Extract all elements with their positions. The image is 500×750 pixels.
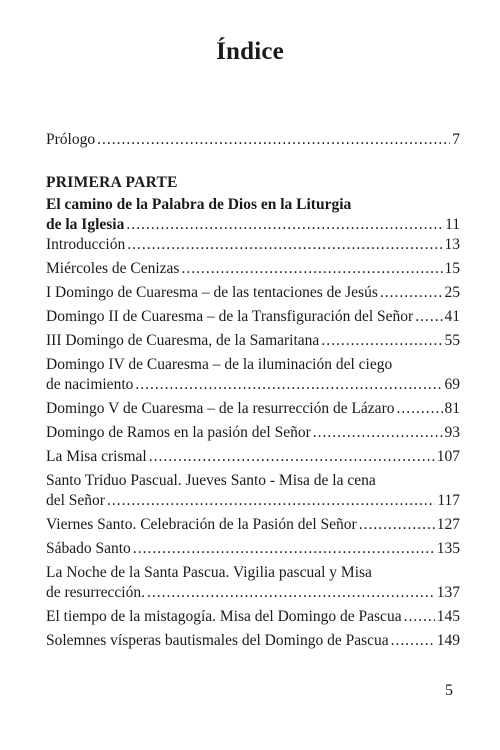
toc-entry-text: de nacimiento [46,376,134,393]
toc-entry-line1: El camino de la Palabra de Dios en la Liturgia [46,196,352,213]
toc-entry [46,631,460,651]
toc-entry-text: Domingo de Ramos en la pasión del Señor [46,424,311,441]
toc-entry-text: Domingo V de Cuaresma – de la resurrección de Lázaro [46,400,395,417]
toc-entry [46,515,460,535]
leader-dots [404,607,435,627]
toc-entry-text: Solemnes vísperas bautismales del Domingo de Pascua [46,632,389,649]
toc-entry-page: 25 [444,284,460,301]
toc-entry [46,423,460,443]
toc-entry [46,283,460,303]
toc-entry-page: 93 [444,424,460,441]
toc-entry-page: 41 [444,308,460,325]
toc-entry-text: Introducción [46,236,126,253]
toc-entry [46,471,460,511]
toc-entry-line1: La Noche de la Santa Pascua. Vigilia pascual y Misa [46,564,372,581]
toc-section-heading [46,195,460,235]
toc-entry [46,259,460,279]
toc-entry-page: 15 [444,260,460,277]
toc-entry-page: 149 [436,632,460,649]
leader-dots [149,447,435,467]
leader-dots [107,491,435,511]
toc-entry-page: 117 [437,492,460,509]
toc-entry-text: Domingo II de Cuaresma – de la Transfiguración del Señor [46,308,414,325]
leader-dots [313,423,443,443]
leader-dots [415,307,442,327]
page-number: 5 [445,682,453,699]
toc-entry-page: 135 [436,540,460,557]
toc-entry-page: 13 [444,236,460,253]
toc-entry [46,563,460,603]
toc-entry-page: 11 [445,216,460,233]
toc-entry-page: 69 [444,376,460,393]
toc-entry [46,331,460,351]
toc-entry-page: 55 [444,332,460,349]
leader-dots [97,130,450,150]
toc-entry-page: 137 [436,584,460,601]
toc-entry [46,447,460,467]
leader-dots [147,583,435,603]
toc-entry [46,607,460,627]
leader-dots [127,235,442,255]
toc-entry-text: Miércoles de Cenizas [46,260,180,277]
leader-dots [126,215,443,235]
leader-dots [380,283,443,303]
toc-entry-page: 7 [452,131,460,148]
toc-entry-text: III Domingo de Cuaresma, de la Samaritana [46,332,320,349]
leader-dots [133,539,435,559]
leader-dots [359,515,435,535]
leader-dots [181,259,442,279]
toc-entry-page: 81 [444,400,460,417]
toc-entry-page: 107 [436,448,460,465]
toc-entry-text: Sábado Santo [46,540,131,557]
toc-entry-text: La Misa crismal [46,448,147,465]
toc-entry-line1: Domingo IV de Cuaresma – de la iluminación del ciego [46,356,393,373]
toc-entry [46,399,460,419]
toc-entry [46,307,460,327]
toc-entry-text: I Domingo de Cuaresma – de las tentaciones de Jesús [46,284,378,301]
toc-entry-text: de la Iglesia [46,216,125,233]
toc-entry [46,235,460,255]
toc-entry-text: de resurrección. [46,584,145,601]
leader-dots [135,375,442,395]
leader-dots [396,399,442,419]
toc-entry-page: 145 [436,608,460,625]
toc-entry-text: El tiempo de la mistagogía. Misa del Domingo de Pascua [46,608,402,625]
toc-entry [46,539,460,559]
page-title: Índice [216,38,284,65]
toc-entry-text: del Señor [46,492,105,509]
toc-entry-text: Viernes Santo. Celebración de la Pasión del Señor [46,516,357,533]
leader-dots [391,631,435,651]
toc-entry-line1: Santo Triduo Pascual. Jueves Santo - Misa de la cena [46,472,376,489]
toc-entry-prologo [46,130,460,150]
toc-entry [46,355,460,395]
toc-entry-page: 127 [436,516,460,533]
part-label: PRIMERA PARTE [46,174,178,191]
leader-dots [321,331,442,351]
toc-entry-text: Prólogo [46,131,96,148]
